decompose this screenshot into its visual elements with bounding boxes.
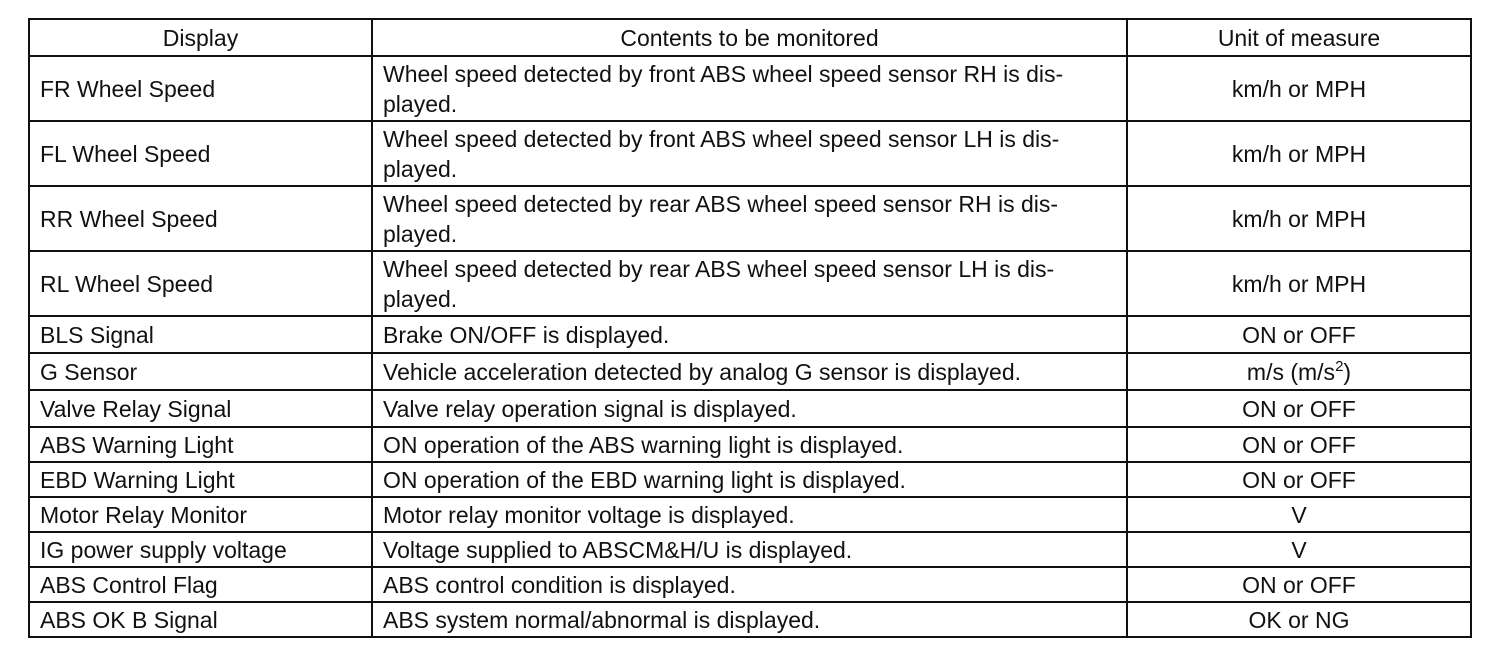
contents-line-2: played.: [383, 285, 458, 312]
contents-cell: [372, 56, 1127, 121]
contents-line-2: played.: [383, 155, 458, 182]
unit-cell: ON or OFF: [1127, 427, 1471, 462]
unit-cell: km/h or MPH: [1127, 121, 1471, 186]
contents-cell: Vehicle acceleration detected by analog G sensor is displayed.: [372, 353, 1127, 390]
contents-cell: Brake ON/OFF is displayed.: [372, 316, 1127, 353]
contents-cell: Voltage supplied to ABSCM&H/U is displayed.: [372, 532, 1127, 567]
contents-cell: Valve relay operation signal is displayed.: [372, 390, 1127, 427]
monitor-items-table: [28, 18, 1472, 638]
table-row: [29, 56, 1471, 121]
unit-cell: V: [1127, 497, 1471, 532]
display-cell: G Sensor: [29, 353, 372, 390]
display-cell: RR Wheel Speed: [29, 186, 372, 251]
table-row: [29, 602, 1471, 637]
table-row: [29, 462, 1471, 497]
contents-line-2: played.: [383, 220, 458, 247]
unit-cell: ON or OFF: [1127, 390, 1471, 427]
display-cell: BLS Signal: [29, 316, 372, 353]
unit-cell: ON or OFF: [1127, 316, 1471, 353]
unit-text: m/s (m/s: [1246, 358, 1336, 385]
unit-cell: km/h or MPH: [1127, 186, 1471, 251]
table-row: [29, 427, 1471, 462]
display-cell: EBD Warning Light: [29, 462, 372, 497]
table-row: [29, 532, 1471, 567]
contents-cell: [372, 121, 1127, 186]
header-contents: Contents to be monitored: [372, 19, 1127, 56]
display-cell: Valve Relay Signal: [29, 390, 372, 427]
header-display: Display: [29, 19, 372, 56]
table-row: [29, 567, 1471, 602]
table-row: [29, 390, 1471, 427]
display-cell: Motor Relay Monitor: [29, 497, 372, 532]
unit-cell: km/h or MPH: [1127, 56, 1471, 121]
contents-line-1: Wheel speed detected by front ABS wheel speed sensor LH is dis-: [383, 125, 1060, 152]
display-cell: RL Wheel Speed: [29, 251, 372, 316]
display-cell: ABS Warning Light: [29, 427, 372, 462]
table-row: [29, 316, 1471, 353]
table-row: [29, 251, 1471, 316]
table-header-row: [29, 19, 1471, 56]
unit-tail: ): [1343, 358, 1352, 385]
display-cell: FR Wheel Speed: [29, 56, 372, 121]
contents-cell: ABS system normal/abnormal is displayed.: [372, 602, 1127, 637]
table-row: [29, 186, 1471, 251]
unit-superscript: 2: [1335, 357, 1344, 375]
unit-cell: OK or NG: [1127, 602, 1471, 637]
unit-cell: V: [1127, 532, 1471, 567]
unit-cell: km/h or MPH: [1127, 251, 1471, 316]
unit-cell: ON or OFF: [1127, 567, 1471, 602]
unit-cell: ON or OFF: [1127, 462, 1471, 497]
contents-cell: [372, 186, 1127, 251]
header-unit: Unit of measure: [1127, 19, 1471, 56]
table-row: [29, 353, 1471, 390]
contents-cell: ON operation of the ABS warning light is displayed.: [372, 427, 1127, 462]
contents-cell: ON operation of the EBD warning light is displayed.: [372, 462, 1127, 497]
display-cell: IG power supply voltage: [29, 532, 372, 567]
contents-cell: [372, 251, 1127, 316]
display-cell: ABS OK B Signal: [29, 602, 372, 637]
contents-line-1: Wheel speed detected by front ABS wheel speed sensor RH is dis-: [383, 60, 1064, 87]
contents-cell: Motor relay monitor voltage is displayed.: [372, 497, 1127, 532]
unit-cell: [1127, 353, 1471, 390]
table-row: [29, 121, 1471, 186]
contents-cell: ABS control condition is displayed.: [372, 567, 1127, 602]
contents-line-1: Wheel speed detected by rear ABS wheel speed sensor LH is dis-: [383, 255, 1055, 282]
table-row: [29, 497, 1471, 532]
contents-line-1: Wheel speed detected by rear ABS wheel speed sensor RH is dis-: [383, 190, 1059, 217]
display-cell: FL Wheel Speed: [29, 121, 372, 186]
contents-line-2: played.: [383, 90, 458, 117]
display-cell: ABS Control Flag: [29, 567, 372, 602]
